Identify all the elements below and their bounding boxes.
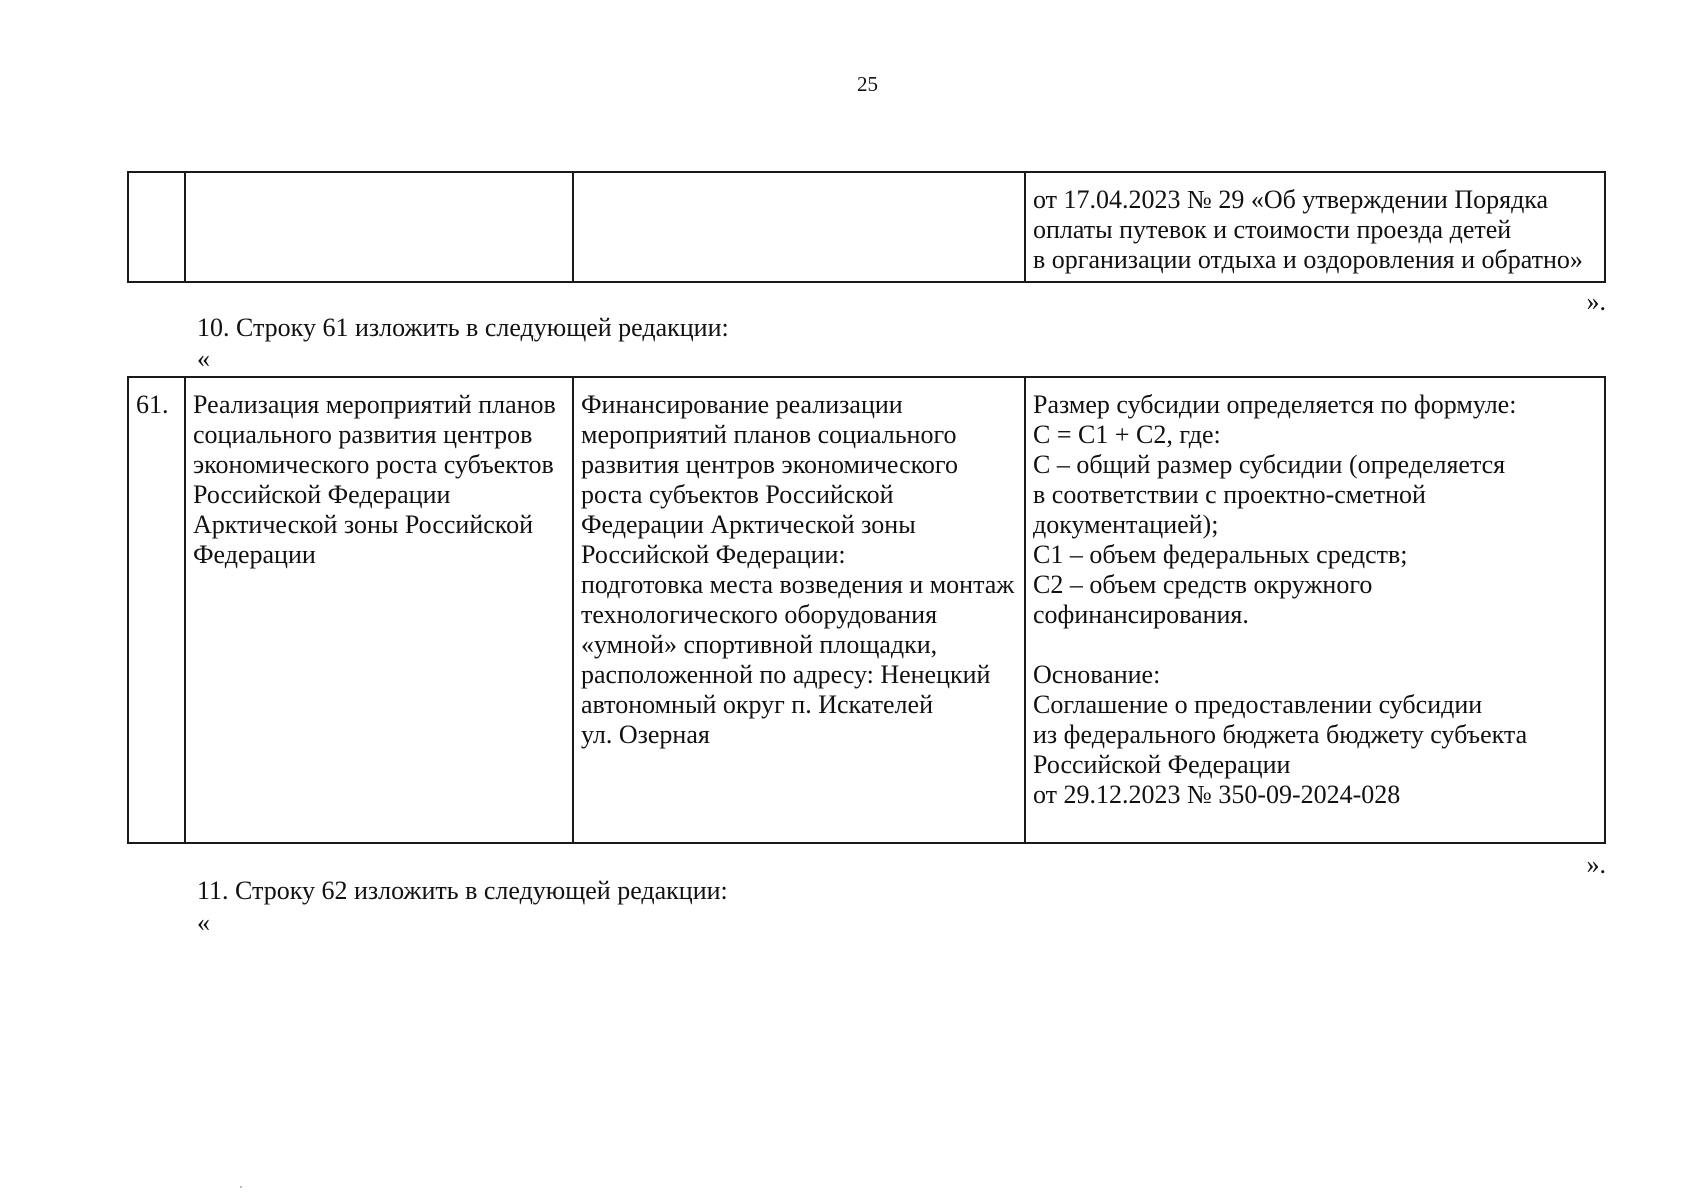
table-row <box>128 377 1605 843</box>
name-cell <box>185 172 573 282</box>
row-61-table <box>127 376 1606 844</box>
table-row <box>128 172 1605 282</box>
closing-quote: ». <box>1586 850 1606 879</box>
row-number-cell: 61. <box>128 377 185 843</box>
opening-quote: « <box>197 908 210 937</box>
item-10-instruction: 10. Строку 61 изложить в следующей редакции: <box>197 313 729 342</box>
item-11-instruction: 11. Строку 62 изложить в следующей редакции: <box>197 876 728 905</box>
closing-quote: ». <box>1586 287 1606 316</box>
purpose-cell: Финансирование реализации мероприятий планов социального развития центров экономического роста субъектов Российской Федерации Арктической зоны Российской Федерации: подготовка места возведения и монтаж технологического оборудования «умной» спортивной площадки, расположенной по адресу: Ненецкий автономный округ п. Искателей ул. Озерная <box>573 377 1025 843</box>
formula-basis-cell <box>1025 377 1605 843</box>
opening-quote: « <box>197 344 210 373</box>
page-number: 25 <box>857 72 878 96</box>
continuation-table <box>127 171 1606 283</box>
basis-cell: от 17.04.2023 № 29 «Об утверждении Порядка оплаты путевок и стоимости проезда детей в организации отдыха и оздоровления и обратно» <box>1025 172 1605 282</box>
row-number-cell <box>128 172 185 282</box>
scan-speck <box>240 1186 242 1188</box>
purpose-cell <box>573 172 1025 282</box>
paragraph-spacer <box>1033 630 1598 660</box>
formula-text: Размер субсидии определяется по формуле: С = С1 + С2, где: С – общий размер субсидии (определяется в соответствии с проектно-сметной документацией); С1 – объем федеральных средств; С2 – объем средств окружного софинансирования. <box>1033 390 1517 629</box>
basis-text: Основание: Соглашение о предоставлении субсидии из федерального бюджета бюджету субъекта Российской Федерации от 29.12.2023 № 350-09-2024-028 <box>1033 660 1528 809</box>
name-cell: Реализация мероприятий планов социального развития центров экономического роста субъектов Российской Федерации Арктической зоны Российской Федерации <box>185 377 573 843</box>
